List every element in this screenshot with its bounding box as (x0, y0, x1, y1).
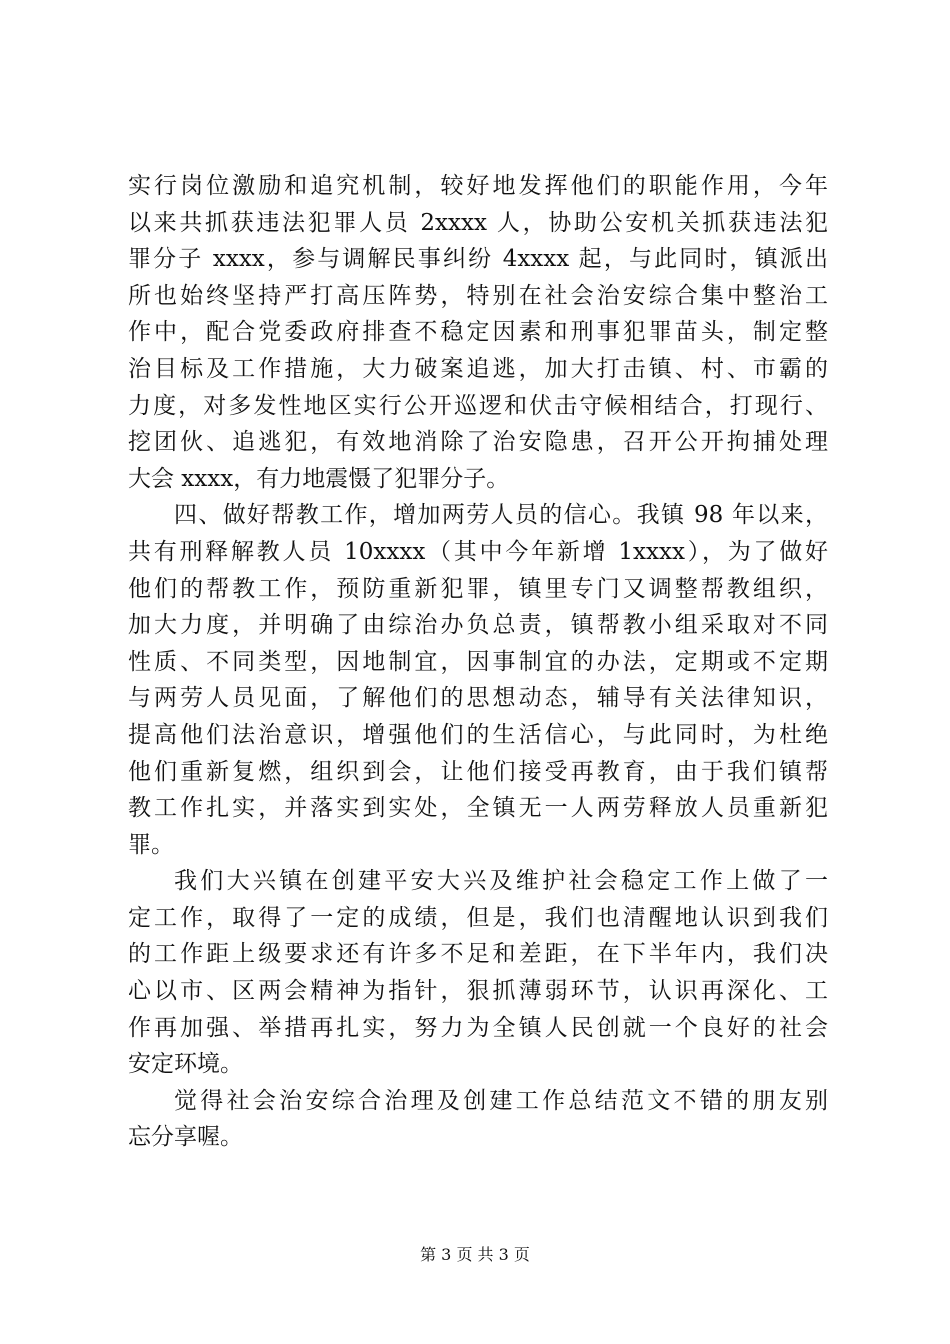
text-line: 与两劳人员见面，了解他们的思想动态，辅导有关法律知识， (128, 685, 828, 712)
text-line: 四、做好帮教工作，增加两劳人员的信心。我镇 98 年以来， (174, 502, 828, 529)
text-line: 大会 xxxx，有力地震慑了犯罪分子。 (128, 465, 510, 492)
text-line: 实行岗位激励和追究机制，较好地发挥他们的职能作用，今年 (128, 173, 828, 199)
text-line: 所也始终坚持严打高压阵势，特别在社会治安综合集中整治工 (128, 282, 828, 309)
document-body (128, 168, 828, 1156)
text-line: 以来共抓获违法犯罪人员 2xxxx 人，协助公安机关抓获违法犯 (128, 209, 828, 236)
text-line: 治目标及工作措施，大力破案追逃，加大打击镇、村、市霸的 (128, 355, 828, 382)
text-line: 加大力度，并明确了由综治办负总责，镇帮教小组采取对不同 (128, 612, 828, 639)
text-line: 力度，对多发性地区实行公开巡逻和伏击守候相结合，打现行、 (128, 392, 828, 419)
text-line: 安定环境。 (128, 1051, 243, 1078)
text-line: 提高他们法治意识，增强他们的生活信心，与此同时，为杜绝 (128, 721, 828, 748)
text-line: 忘分享喔。 (128, 1124, 243, 1151)
paragraph (128, 1083, 828, 1156)
text-line: 挖团伙、追逃犯，有效地消除了治安隐患，召开公开拘捕处理 (128, 429, 828, 456)
text-line: 我们大兴镇在创建平安大兴及维护社会稳定工作上做了一 (174, 868, 828, 895)
text-line: 作再加强、举措再扎实，努力为全镇人民创就一个良好的社会 (128, 1014, 828, 1041)
paragraph (128, 168, 828, 497)
text-line: 性质、不同类型，因地制宜，因事制宜的办法，定期或不定期 (128, 648, 828, 675)
text-line: 觉得社会治安综合治理及创建工作总结范文不错的朋友别 (174, 1087, 828, 1114)
text-line: 他们重新复燃，组织到会，让他们接受再教育，由于我们镇帮 (128, 758, 828, 785)
text-line: 心以市、区两会精神为指针，狠抓薄弱环节，认识再深化、工 (128, 978, 828, 1005)
text-line: 共有刑释解教人员 10xxxx（其中今年新增 1xxxx），为了做好 (128, 538, 828, 565)
text-line: 教工作扎实，并落实到实处，全镇无一人两劳释放人员重新犯 (128, 795, 828, 822)
text-line: 作中，配合党委政府排查不稳定因素和刑事犯罪苗头，制定整 (128, 319, 828, 346)
text-line: 定工作，取得了一定的成绩，但是，我们也清醒地认识到我们 (128, 904, 828, 931)
paragraph (128, 863, 828, 1083)
paragraph (128, 497, 828, 863)
text-line: 罪。 (128, 831, 174, 858)
page-footer: 第 3 页 共 3 页 (420, 1245, 530, 1264)
text-line: 他们的帮教工作，预防重新犯罪，镇里专门又调整帮教组织， (128, 575, 828, 602)
text-line: 的工作距上级要求还有许多不足和差距，在下半年内，我们决 (128, 941, 828, 968)
text-line: 罪分子 xxxx，参与调解民事纠纷 4xxxx 起，与此同时，镇派出 (128, 246, 828, 273)
